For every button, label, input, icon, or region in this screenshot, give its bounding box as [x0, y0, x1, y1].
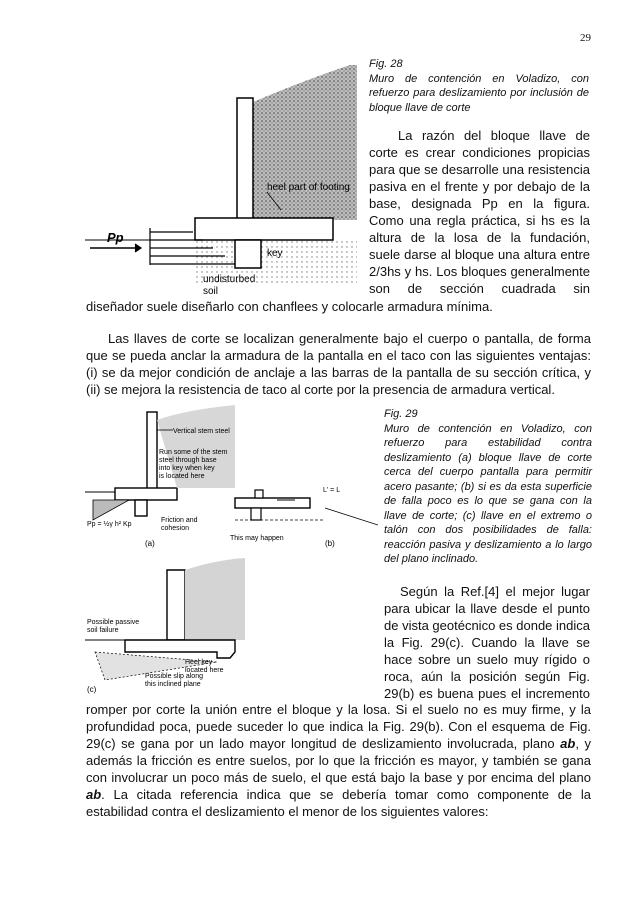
- label-a: (a): [145, 539, 155, 548]
- backfill-soil: [253, 65, 357, 220]
- fig29-caption: [384, 407, 592, 567]
- label-formula: Pp = ½γ h² Kp: [87, 521, 132, 528]
- page-number: 29: [580, 32, 591, 44]
- label-located-here: located here: [185, 667, 224, 674]
- label-heel-footing: heel part of footing: [267, 182, 350, 193]
- label-soil-failure: soil failure: [87, 627, 119, 634]
- label-into-key: into key when key: [159, 465, 215, 472]
- label-inclined-plane: this inclined plane: [145, 681, 201, 688]
- label-c: (c): [87, 685, 97, 694]
- fig29-title: Fig. 29: [384, 408, 418, 420]
- label-pp: Pp: [107, 230, 124, 245]
- label-l-eq: L' = L: [323, 487, 341, 494]
- fig29b: [230, 487, 378, 548]
- paragraph-2: Las llaves de corte se localizan generalmente bajo el cuerpo o pantalla, de forma que se pueda anclar la armadura de la pantalla en el taco con las siguientes ventajas: (i) se da mejor condición de anclaje a las barras de la pantalla de su sección crítica, y (ii) se mejora la resistencia de taco al corte por la presencia de armadura vertical.: [86, 331, 591, 397]
- paragraph-3: Según la Ref.[4] el mejor lugar para ubicar la llave desde el punto de vista geotécnico es donde indica la Fig. 29(c). Cuando la llave se hace sobre un suelo muy rígido o roca, aún la posición según Fig. 29(b) es buena pues el incremento: [384, 584, 590, 701]
- fig29c: [85, 558, 245, 694]
- shear-key: [235, 240, 261, 268]
- label-cohesion: cohesion: [161, 525, 190, 532]
- label-b: (b): [325, 539, 335, 548]
- label-possible-slip: Possible slip along: [145, 673, 203, 680]
- label-may-happen: This may happen: [230, 535, 284, 542]
- label-possible-passive: Possible passive: [87, 619, 140, 626]
- label-heel-key: Heel key: [185, 659, 213, 666]
- label-undisturbed: undisturbed: [203, 274, 256, 285]
- fig29-caption-text: Muro de contención en Voladizo, con refuerzo para estabilidad contra deslizamiento (a) bloque llave de corte cerca del cuerpo pantalla para permitir acero pasante; (b) si es da esta superficie de falla poco es lo que se gana con la llave de corte; (c) llave en el extremo o talón con dos posibilidades de falla: reacción pasiva y deslizamiento a lo largo del plano inclinado.: [384, 422, 592, 565]
- label-key: key: [267, 248, 283, 259]
- paragraph-1: La razón del bloque llave de corte es crear condiciones propicias para que se desarrolle una resistencia pasiva en el frente y por debajo de la base, designada Pp en la figura. Como una regla práctica, si hs es la altura de la losa de la fundación, suele darse al bloque una altura entre 2/3hs y hs. Los bloques generalmente son de sección cuadrada sin: [369, 128, 590, 296]
- paragraph-1-continued: diseñador suele diseñarlo con chanflees y colocarle armadura mínima.: [86, 299, 493, 314]
- fig28-title: Fig. 28: [369, 58, 403, 70]
- fig29-drawing: [85, 400, 378, 700]
- label-steel-through: steel through base: [159, 457, 217, 464]
- fig28-caption-text: Muro de contención en Voladizo, con refuerzo para deslizamiento por inclusión de bloque llave de corte: [369, 72, 589, 114]
- footing: [195, 218, 333, 240]
- label-vertical-stem: Vertical stem steel: [173, 428, 230, 435]
- label-soil: soil: [203, 286, 219, 297]
- label-is-located: is located here: [159, 473, 205, 480]
- label-run-some: Run some of the stem: [159, 449, 228, 456]
- wall-stem: [237, 98, 253, 220]
- fig28-caption: [369, 57, 589, 115]
- fig28-drawing: [85, 60, 363, 310]
- paragraph-3-continued: romper por corte la unión entre el bloque y la losa. Si el suelo no es muy firme, y la profundidad poca, puede suceder lo que indica la Fig. 29(b). Con el esquema de Fig. 29(c) se gana por un lado mayor longitud de deslizamiento involucrada, plano ab, y además la fricción es entre suelos, por lo que la fricción es mayor, y también se gana con involucrar un poco más de suelo, el que está bajo la base y por encima del plano ab. La citada referencia indica que se debería tomar como componente de la estabilidad contra el deslizamiento el menor de los siguientes valores:: [86, 702, 591, 819]
- label-friction: Friction and: [161, 517, 198, 524]
- fig29a: [85, 405, 235, 548]
